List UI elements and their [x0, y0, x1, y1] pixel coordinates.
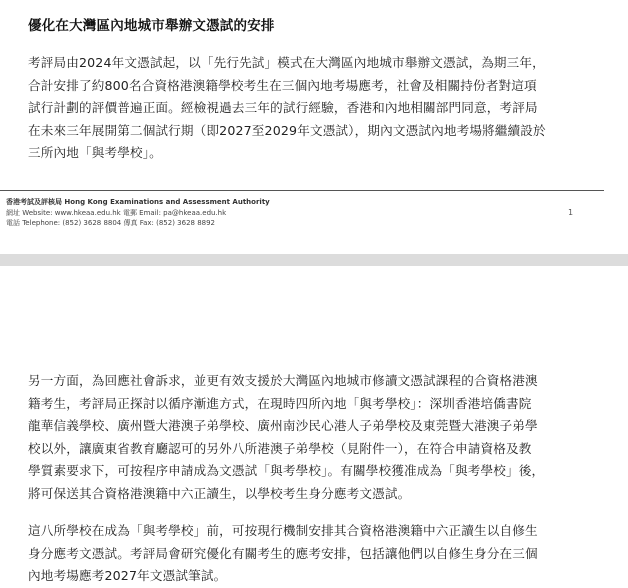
paragraph-line: 校以外，讓廣東省教育廳認可的另外八所港澳子弟學校（見附件一），在符合申請資格及教 [28, 440, 532, 456]
paragraph-line: 試行計劃的評價普遍正面。經檢視過去三年的試行經驗，香港和內地相關部門同意，考評局 [28, 100, 538, 116]
paragraph-3 [28, 520, 604, 588]
paragraph-line: 身分應考文憑試。考評局會研究優化有關考生的應考安排，包括讓他們以自修生身分在三個 [28, 545, 538, 561]
paragraph-line: 龍華信義學校、廣州暨大港澳子弟學校、廣州南沙民心港人子弟學校及東莞暨大港澳子弟學 [28, 418, 538, 434]
paragraph-line: 三所內地「與考學校」。 [28, 145, 162, 161]
page-separator [0, 254, 628, 266]
section-heading: 優化在大灣區內地城市舉辦文憑試的安排 [28, 18, 275, 34]
paragraph-line: 內地考場應考2027年文憑試筆試。 [28, 568, 227, 584]
paragraph-line: 這八所學校在成為「與考學校」前，可按現行機制安排其合資格港澳籍中六正讀生以自修生 [28, 523, 538, 538]
paragraph-line: 在未來三年展開第二個試行期（即2027至2029年文憑試），期內文憑試內地考場將繼續設於 [28, 122, 546, 138]
footer-organization: 香港考試及評核局 Hong Kong Examinations and Assessment Authority [6, 198, 270, 206]
document-page-1 [0, 0, 628, 254]
paragraph-line: 將可保送其合資格港澳籍中六正讀生，以學校考生身分應考文憑試。 [28, 485, 411, 501]
document-page-2 [0, 266, 628, 588]
paragraph-line: 合計安排了約800名合資格港澳籍學校考生在三個內地考場應考，社會及相關持份者對這項 [28, 77, 537, 93]
paragraph-line: 籍考生，考評局正探討以循序漸進方式，在現時四所內地「與考學校」：深圳香港培僑書院 [28, 395, 532, 411]
footer-contact-web-email: 網址 Website: www.hkeaa.edu.hk 電郵 Email: pa@hkeaa.edu.hk [6, 208, 227, 217]
paragraph-line: 另一方面，為回應社會訴求，並更有效支援於大灣區內地城市修讀文憑試課程的合資格港澳 [28, 373, 538, 388]
paragraph-2 [28, 370, 604, 506]
page-footer [6, 197, 270, 229]
paragraph-line: 學質素要求下，可按程序申請成為文憑試「與考學校」。有關學校獲准成為「與考學校」後， [28, 463, 545, 479]
footer-contact-phone-fax: 電話 Telephone: (852) 3628 8804 傳真 Fax: (852) 3628 8892 [6, 219, 216, 227]
footer-divider [0, 190, 604, 191]
paragraph-1 [28, 52, 604, 165]
page-number: 1 [568, 208, 574, 217]
paragraph-line: 考評局由2024年文憑試起，以「先行先試」模式在大灣區內地城市舉辦文憑試，為期三年， [28, 55, 545, 70]
